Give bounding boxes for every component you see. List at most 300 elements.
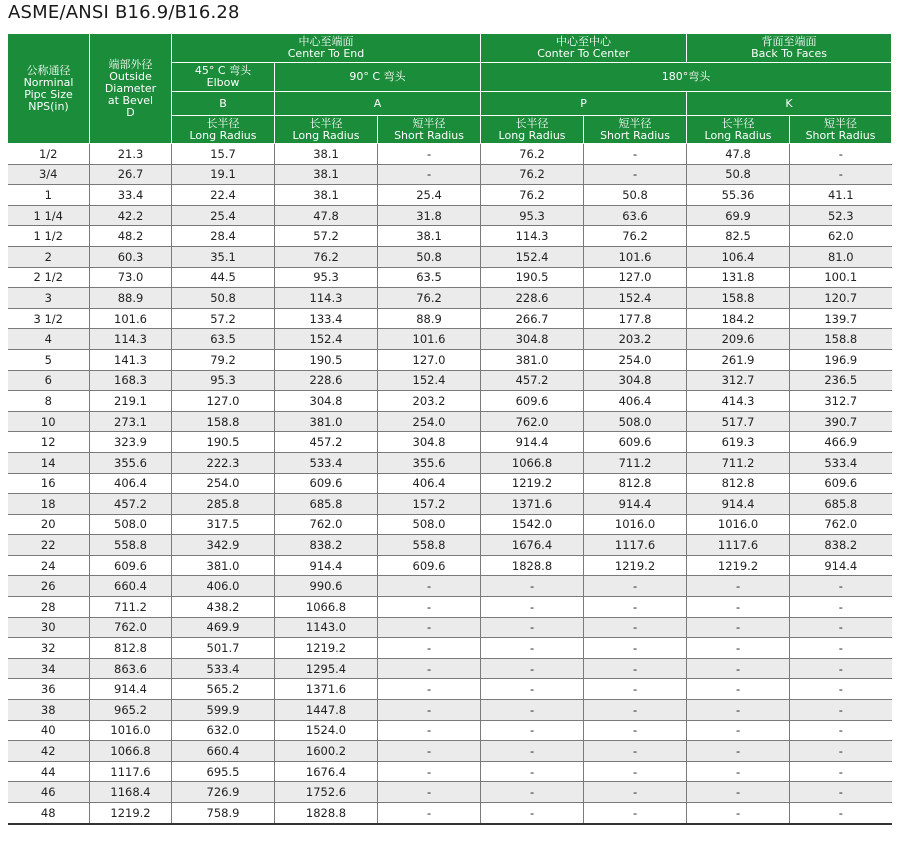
cell-k-long: - (687, 782, 790, 803)
cell-a-long: 1600.2 (275, 741, 378, 762)
cell-p-long: 1066.8 (481, 452, 584, 473)
cell-a-short: - (378, 576, 481, 597)
cell-b-long: 317.5 (172, 514, 275, 535)
cell-b-long: 469.9 (172, 617, 275, 638)
cell-k-short: - (790, 679, 892, 700)
cell-b-long: 127.0 (172, 391, 275, 412)
cell-a-short: 609.6 (378, 555, 481, 576)
header-center-to-center: 中心至中心 Conter To Center (481, 34, 687, 63)
cell-nps: 38 (8, 700, 90, 721)
cell-a-long: 914.4 (275, 555, 378, 576)
cell-p-short: 1117.6 (584, 535, 687, 556)
table-row (8, 329, 892, 350)
cell-a-long: 1676.4 (275, 761, 378, 782)
cell-b-long: 533.4 (172, 658, 275, 679)
cell-p-long: 95.3 (481, 205, 584, 226)
cell-a-long: 133.4 (275, 308, 378, 329)
cell-p-long: 304.8 (481, 329, 584, 350)
cell-p-long: - (481, 700, 584, 721)
cell-outside-diameter: 219.1 (90, 391, 172, 412)
cell-k-short: - (790, 782, 892, 803)
cell-k-short: 914.4 (790, 555, 892, 576)
cell-p-long: - (481, 658, 584, 679)
cell-outside-diameter: 1117.6 (90, 761, 172, 782)
cell-a-long: 152.4 (275, 329, 378, 350)
cell-nps: 8 (8, 391, 90, 412)
table-row (8, 700, 892, 721)
cell-k-long: 69.9 (687, 205, 790, 226)
cell-b-long: 44.5 (172, 267, 275, 288)
table-row (8, 432, 892, 453)
cell-k-long: 50.8 (687, 164, 790, 185)
cell-nps: 4 (8, 329, 90, 350)
cell-nps: 26 (8, 576, 90, 597)
table-row (8, 185, 892, 206)
table-row (8, 679, 892, 700)
cell-p-short: 63.6 (584, 205, 687, 226)
table-row (8, 576, 892, 597)
table-row (8, 370, 892, 391)
cell-p-short: - (584, 164, 687, 185)
cell-a-short: 355.6 (378, 452, 481, 473)
table-row (8, 658, 892, 679)
cell-k-short: 312.7 (790, 391, 892, 412)
cell-k-long: - (687, 658, 790, 679)
cell-nps: 16 (8, 473, 90, 494)
cell-a-long: 304.8 (275, 391, 378, 412)
cell-k-long: 184.2 (687, 308, 790, 329)
header-long-radius: 长半径 Long Radius (687, 116, 790, 144)
cell-k-long: 812.8 (687, 473, 790, 494)
cell-outside-diameter: 33.4 (90, 185, 172, 206)
cell-a-long: 57.2 (275, 226, 378, 247)
table-body (8, 144, 892, 824)
cell-nps: 44 (8, 761, 90, 782)
table-row (8, 226, 892, 247)
cell-p-short: - (584, 700, 687, 721)
cell-a-short: 63.5 (378, 267, 481, 288)
table-row (8, 494, 892, 515)
cell-p-long: - (481, 782, 584, 803)
cell-nps: 22 (8, 535, 90, 556)
cell-b-long: 79.2 (172, 349, 275, 370)
cell-k-long: - (687, 741, 790, 762)
cell-nps: 1 (8, 185, 90, 206)
cell-b-long: 381.0 (172, 555, 275, 576)
cell-a-short: 76.2 (378, 288, 481, 309)
cell-k-long: - (687, 597, 790, 618)
cell-outside-diameter: 406.4 (90, 473, 172, 494)
cell-nps: 10 (8, 411, 90, 432)
cell-outside-diameter: 1066.8 (90, 741, 172, 762)
cell-k-long: - (687, 617, 790, 638)
cell-p-long: 152.4 (481, 246, 584, 267)
cell-k-short: - (790, 617, 892, 638)
header-short-radius: 短半径 Short Radius (790, 116, 892, 144)
cell-p-long: 1828.8 (481, 555, 584, 576)
cell-a-long: 1295.4 (275, 658, 378, 679)
cell-p-short: - (584, 638, 687, 659)
cell-nps: 3/4 (8, 164, 90, 185)
cell-b-long: 599.9 (172, 700, 275, 721)
cell-p-short: 711.2 (584, 452, 687, 473)
cell-b-long: 50.8 (172, 288, 275, 309)
cell-b-long: 695.5 (172, 761, 275, 782)
cell-a-short: - (378, 782, 481, 803)
cell-a-short: - (378, 658, 481, 679)
cell-nps: 34 (8, 658, 90, 679)
cell-a-short: - (378, 597, 481, 618)
cell-k-short: 81.0 (790, 246, 892, 267)
cell-p-short: 1219.2 (584, 555, 687, 576)
cell-outside-diameter: 168.3 (90, 370, 172, 391)
cell-b-long: 438.2 (172, 597, 275, 618)
cell-nps: 14 (8, 452, 90, 473)
cell-b-long: 254.0 (172, 473, 275, 494)
cell-outside-diameter: 48.2 (90, 226, 172, 247)
cell-b-long: 28.4 (172, 226, 275, 247)
header-letter-a: A (275, 92, 481, 116)
cell-a-long: 38.1 (275, 185, 378, 206)
cell-nps: 1 1/4 (8, 205, 90, 226)
cell-k-short: - (790, 638, 892, 659)
cell-p-long: - (481, 638, 584, 659)
cell-outside-diameter: 1016.0 (90, 720, 172, 741)
cell-nps: 42 (8, 741, 90, 762)
cell-b-long: 222.3 (172, 452, 275, 473)
cell-k-long: 914.4 (687, 494, 790, 515)
cell-a-short: - (378, 638, 481, 659)
header-letter-k: K (687, 92, 892, 116)
cell-k-long: 261.9 (687, 349, 790, 370)
cell-a-short: 254.0 (378, 411, 481, 432)
cell-p-short: 50.8 (584, 185, 687, 206)
cell-a-short: 50.8 (378, 246, 481, 267)
cell-a-short: 508.0 (378, 514, 481, 535)
cell-b-long: 342.9 (172, 535, 275, 556)
header-short-radius: 短半径 Short Radius (584, 116, 687, 144)
cell-nps: 18 (8, 494, 90, 515)
cell-nps: 3 (8, 288, 90, 309)
header-elbow-180: 180°弯头 (481, 63, 892, 92)
cell-p-short: 304.8 (584, 370, 687, 391)
table-row (8, 535, 892, 556)
cell-a-long: 609.6 (275, 473, 378, 494)
cell-outside-diameter: 711.2 (90, 597, 172, 618)
cell-a-long: 1752.6 (275, 782, 378, 803)
cell-p-long: 381.0 (481, 349, 584, 370)
cell-outside-diameter: 60.3 (90, 246, 172, 267)
cell-outside-diameter: 26.7 (90, 164, 172, 185)
cell-k-short: 466.9 (790, 432, 892, 453)
cell-p-short: 508.0 (584, 411, 687, 432)
cell-a-long: 47.8 (275, 205, 378, 226)
header-long-radius: 长半径 Long Radius (275, 116, 378, 144)
cell-nps: 1 1/2 (8, 226, 90, 247)
cell-p-long: 190.5 (481, 267, 584, 288)
table-row (8, 349, 892, 370)
cell-outside-diameter: 141.3 (90, 349, 172, 370)
cell-a-long: 38.1 (275, 164, 378, 185)
cell-k-short: 120.7 (790, 288, 892, 309)
cell-a-long: 1219.2 (275, 638, 378, 659)
cell-k-long: - (687, 576, 790, 597)
cell-b-long: 660.4 (172, 741, 275, 762)
cell-a-long: 190.5 (275, 349, 378, 370)
cell-outside-diameter: 812.8 (90, 638, 172, 659)
cell-p-short: 812.8 (584, 473, 687, 494)
cell-k-short: 838.2 (790, 535, 892, 556)
cell-a-short: 88.9 (378, 308, 481, 329)
cell-k-short: - (790, 803, 892, 824)
cell-p-short: 914.4 (584, 494, 687, 515)
cell-a-long: 838.2 (275, 535, 378, 556)
table-row (8, 617, 892, 638)
cell-b-long: 406.0 (172, 576, 275, 597)
cell-a-short: - (378, 700, 481, 721)
cell-a-long: 1524.0 (275, 720, 378, 741)
cell-nps: 3 1/2 (8, 308, 90, 329)
cell-a-short: - (378, 164, 481, 185)
cell-a-long: 762.0 (275, 514, 378, 535)
cell-k-short: - (790, 761, 892, 782)
header-long-radius: 长半径 Long Radius (481, 116, 584, 144)
cell-k-long: 82.5 (687, 226, 790, 247)
cell-k-short: 139.7 (790, 308, 892, 329)
cell-p-short: - (584, 741, 687, 762)
cell-p-short: 1016.0 (584, 514, 687, 535)
cell-a-short: 25.4 (378, 185, 481, 206)
cell-k-short: - (790, 720, 892, 741)
cell-a-long: 76.2 (275, 246, 378, 267)
cell-k-long: - (687, 803, 790, 824)
cell-p-long: - (481, 576, 584, 597)
cell-k-short: 158.8 (790, 329, 892, 350)
cell-k-short: 41.1 (790, 185, 892, 206)
cell-a-long: 228.6 (275, 370, 378, 391)
cell-b-long: 158.8 (172, 411, 275, 432)
table-row (8, 267, 892, 288)
table-row (8, 205, 892, 226)
cell-p-long: 76.2 (481, 144, 584, 165)
cell-p-short: 609.6 (584, 432, 687, 453)
cell-outside-diameter: 762.0 (90, 617, 172, 638)
cell-p-long: 1219.2 (481, 473, 584, 494)
cell-k-short: - (790, 700, 892, 721)
cell-nps: 20 (8, 514, 90, 535)
cell-p-long: 266.7 (481, 308, 584, 329)
cell-a-short: 406.4 (378, 473, 481, 494)
cell-nps: 2 (8, 246, 90, 267)
cell-nps: 30 (8, 617, 90, 638)
cell-p-long: 1371.6 (481, 494, 584, 515)
table-row (8, 782, 892, 803)
cell-p-long: - (481, 803, 584, 824)
table-row (8, 288, 892, 309)
cell-k-long: 517.7 (687, 411, 790, 432)
cell-outside-diameter: 42.2 (90, 205, 172, 226)
cell-k-long: - (687, 720, 790, 741)
cell-a-long: 38.1 (275, 144, 378, 165)
cell-a-short: 127.0 (378, 349, 481, 370)
cell-nps: 32 (8, 638, 90, 659)
cell-k-long: - (687, 700, 790, 721)
cell-p-long: - (481, 761, 584, 782)
table-row (8, 555, 892, 576)
cell-a-short: - (378, 679, 481, 700)
cell-outside-diameter: 508.0 (90, 514, 172, 535)
cell-p-long: 609.6 (481, 391, 584, 412)
table-row (8, 391, 892, 412)
cell-a-short: - (378, 761, 481, 782)
cell-p-long: 76.2 (481, 185, 584, 206)
cell-nps: 6 (8, 370, 90, 391)
cell-p-short: 203.2 (584, 329, 687, 350)
cell-nps: 48 (8, 803, 90, 824)
cell-outside-diameter: 558.8 (90, 535, 172, 556)
cell-b-long: 565.2 (172, 679, 275, 700)
cell-a-short: - (378, 803, 481, 824)
cell-k-short: - (790, 741, 892, 762)
cell-b-long: 285.8 (172, 494, 275, 515)
header-letter-b: B (172, 92, 275, 116)
cell-outside-diameter: 101.6 (90, 308, 172, 329)
cell-a-short: 38.1 (378, 226, 481, 247)
cell-p-long: 457.2 (481, 370, 584, 391)
cell-k-short: 609.6 (790, 473, 892, 494)
cell-k-long: 1219.2 (687, 555, 790, 576)
cell-outside-diameter: 914.4 (90, 679, 172, 700)
cell-k-long: 711.2 (687, 452, 790, 473)
cell-outside-diameter: 355.6 (90, 452, 172, 473)
cell-p-short: - (584, 144, 687, 165)
cell-a-long: 381.0 (275, 411, 378, 432)
table-row (8, 803, 892, 824)
cell-b-long: 25.4 (172, 205, 275, 226)
cell-p-long: 762.0 (481, 411, 584, 432)
cell-p-short: 127.0 (584, 267, 687, 288)
cell-nps: 1/2 (8, 144, 90, 165)
cell-p-short: 406.4 (584, 391, 687, 412)
cell-b-long: 726.9 (172, 782, 275, 803)
table-row (8, 720, 892, 741)
table-row (8, 761, 892, 782)
cell-outside-diameter: 965.2 (90, 700, 172, 721)
cell-b-long: 35.1 (172, 246, 275, 267)
cell-k-long: - (687, 679, 790, 700)
cell-outside-diameter: 323.9 (90, 432, 172, 453)
cell-p-long: - (481, 679, 584, 700)
cell-p-long: 114.3 (481, 226, 584, 247)
cell-a-long: 114.3 (275, 288, 378, 309)
cell-p-short: - (584, 761, 687, 782)
cell-b-long: 19.1 (172, 164, 275, 185)
cell-a-long: 1143.0 (275, 617, 378, 638)
cell-p-short: - (584, 576, 687, 597)
cell-k-long: 619.3 (687, 432, 790, 453)
cell-outside-diameter: 457.2 (90, 494, 172, 515)
cell-k-short: - (790, 164, 892, 185)
cell-a-long: 1371.6 (275, 679, 378, 700)
cell-b-long: 501.7 (172, 638, 275, 659)
table-row (8, 452, 892, 473)
cell-outside-diameter: 114.3 (90, 329, 172, 350)
cell-p-short: - (584, 617, 687, 638)
cell-nps: 36 (8, 679, 90, 700)
cell-outside-diameter: 1219.2 (90, 803, 172, 824)
cell-b-long: 758.9 (172, 803, 275, 824)
cell-a-short: - (378, 741, 481, 762)
table-row (8, 144, 892, 165)
cell-a-short: 31.8 (378, 205, 481, 226)
cell-k-long: 209.6 (687, 329, 790, 350)
cell-outside-diameter: 273.1 (90, 411, 172, 432)
cell-a-long: 1447.8 (275, 700, 378, 721)
cell-a-short: 101.6 (378, 329, 481, 350)
cell-k-short: 533.4 (790, 452, 892, 473)
cell-a-short: - (378, 720, 481, 741)
cell-nps: 2 1/2 (8, 267, 90, 288)
cell-p-short: - (584, 782, 687, 803)
table-row (8, 514, 892, 535)
table-row (8, 308, 892, 329)
header-short-radius: 短半径 Short Radius (378, 116, 481, 144)
cell-b-long: 190.5 (172, 432, 275, 453)
cell-nps: 12 (8, 432, 90, 453)
header-letter-p: P (481, 92, 687, 116)
cell-nps: 46 (8, 782, 90, 803)
cell-k-short: - (790, 144, 892, 165)
cell-outside-diameter: 73.0 (90, 267, 172, 288)
table-row (8, 741, 892, 762)
cell-k-short: 236.5 (790, 370, 892, 391)
cell-a-long: 990.6 (275, 576, 378, 597)
cell-p-long: 76.2 (481, 164, 584, 185)
cell-k-long: 131.8 (687, 267, 790, 288)
cell-p-long: - (481, 741, 584, 762)
cell-a-short: 558.8 (378, 535, 481, 556)
header-elbow-45: 45° C 弯头 Elbow (172, 63, 275, 92)
cell-k-short: 52.3 (790, 205, 892, 226)
cell-p-short: - (584, 720, 687, 741)
cell-k-long: - (687, 638, 790, 659)
cell-nps: 28 (8, 597, 90, 618)
header-elbow-90: 90° C 弯头 (275, 63, 481, 92)
cell-p-short: - (584, 803, 687, 824)
cell-p-short: 76.2 (584, 226, 687, 247)
dimension-table (7, 33, 892, 825)
cell-p-long: 1676.4 (481, 535, 584, 556)
header-back-to-faces: 背面至端面 Back To Faces (687, 34, 892, 63)
cell-k-short: 762.0 (790, 514, 892, 535)
cell-a-long: 1066.8 (275, 597, 378, 618)
cell-nps: 40 (8, 720, 90, 741)
cell-p-short: - (584, 679, 687, 700)
cell-a-short: 304.8 (378, 432, 481, 453)
cell-outside-diameter: 21.3 (90, 144, 172, 165)
cell-a-long: 95.3 (275, 267, 378, 288)
header-nps: 公称通径 Norminal Pipc Size NPS(in) (8, 34, 90, 144)
cell-outside-diameter: 1168.4 (90, 782, 172, 803)
cell-nps: 24 (8, 555, 90, 576)
cell-p-long: 1542.0 (481, 514, 584, 535)
header-long-radius: 长半径 Long Radius (172, 116, 275, 144)
cell-k-long: 312.7 (687, 370, 790, 391)
header-center-to-end: 中心至端面 Center To End (172, 34, 481, 63)
cell-a-long: 457.2 (275, 432, 378, 453)
cell-p-long: - (481, 720, 584, 741)
table-row (8, 597, 892, 618)
